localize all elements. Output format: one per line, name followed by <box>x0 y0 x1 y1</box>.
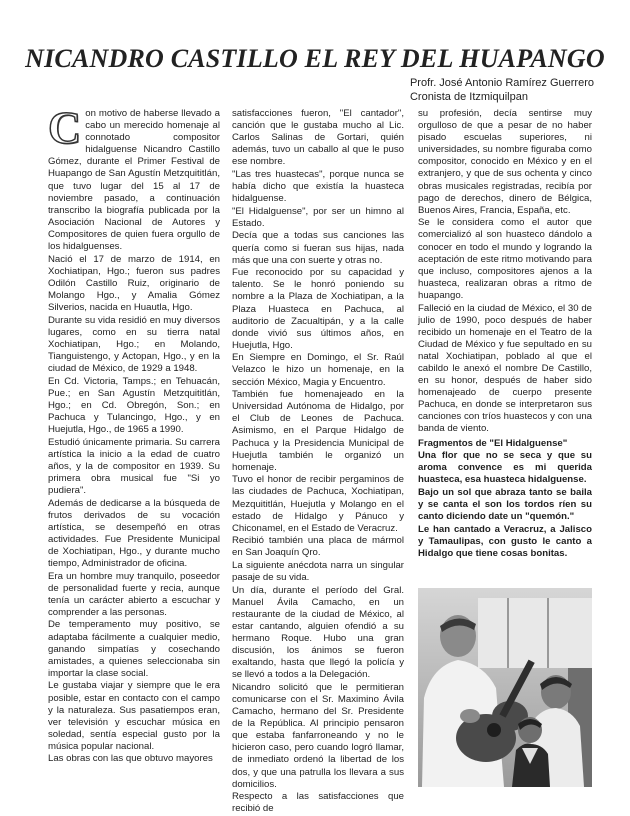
paragraph: "Las tres huastecas", porque nunca se había dicho que existía la huasteca hidalguense. <box>232 168 404 205</box>
paragraph: su profesión, decía sentirse muy orgulloso de que a pesar de no haber pisado escuelas superiores, ni universidades, su nombre figuraba como compositor, conocido en México y en el extranjero, y que de sus ochenta y cinco obras musicales registradas, recibía por pago de derechos, dinero de Bélgica, Buenos Aires, Francia, España, etc. <box>418 108 592 216</box>
paragraph: satisfacciones fueron, "El cantador", canción que le gustaba mucho al Lic. Carlos Salinas de Gortari, quién además, tuvo un caballo al que le puso ese nombre. <box>232 108 404 168</box>
paragraph: Las obras con las que obtuvo mayores <box>48 753 213 765</box>
paragraph: Se le considera como el autor que comercializó al son huasteco dándolo a conocer en todo el mundo y logrando la aceptación de este ritmo motivando para que incluso, compositores ajenos a la huasteca, realizaran obras a ritmo de huapango. <box>418 217 592 301</box>
paragraph: Falleció en la ciudad de México, el 30 de julio de 1990, poco después de haber recibido un homenaje en el Teatro de la Ciudad de México y fue sepultado en su natal Xochiatipan, poblado al que el cabildo le anexó el nombre De Castillo, en su honor, después de haber sido homenajeado de cuerpo presente Pachuca, en donde se interpretaron sus canciones con tríos huastecos y con una banda de viento. <box>418 302 592 435</box>
paragraph: Estudió únicamente primaria. Su carrera artística la inicio a la edad de cuatro años, y la de compositor en 1939. Su primera obra musical fue "Si yo pudiera". <box>48 436 220 496</box>
verse: Una flor que no se seca y que su aroma convence es mi querida huasteca, esa huasteca hidalguense. <box>418 450 592 486</box>
paragraph: Tuvo el honor de recibir pergaminos de las ciudades de Pachuca, Xochiatipan, Mezquititlán, Huejutla y Molango en el estado de Hidalgo y Pánuco y Chiconamel, en el Estado de Veracruz. <box>232 474 404 534</box>
paragraph: Era un hombre muy tranquilo, poseedor de personalidad fuerte y recia, aunque tenía un carácter abierto a escuchar y comprender a las personas. <box>48 570 220 618</box>
paragraph: También fue homenajeado en la Universidad Autónoma de Hidalgo, por el Club de Leones de Pachuca. Asimismo, en el Parque Hidalgo de Pachuca y la Presidencia Municipal de Huejutla también le organizó un homenaje. <box>232 389 404 473</box>
drop-cap: C <box>48 102 82 153</box>
paragraph: En Siempre en Domingo, el Sr. Raúl Velazco le hizo un homenaje, en la sección México, Magia y Encuentro. <box>232 352 404 388</box>
article-title: NICANDRO CASTILLO EL REY DEL HUAPANGO <box>25 44 605 73</box>
paragraph: Además de dedicarse a la búsqueda de frutos derivados de su vocación artística, se desempeñó en otras actividades. Fue Presidente Municipal de Xochiatipan, Hgo., y durante mucho tiempo, Administrador de oficina. <box>48 497 220 569</box>
author-name: Profr. José Antonio Ramírez Guerrero <box>409 77 594 89</box>
paragraph: En Cd. Victoria, Tamps.; en Tehuacán, Pue.; en San Agustín Metzquititlán, Hgo.; en Cd. Obregón, Son.; en Pachuca y Tulancingo, Hgo., y en Huejutla, Hgo., de 1965 a 1990. <box>48 375 220 435</box>
paragraph: Respecto a las satisfacciones que recibió de <box>232 791 404 815</box>
paragraph: Decía que a todas sus canciones las quería como si fueran sus hijas, nada más que una con suerte y otras no. <box>232 230 404 266</box>
window-light <box>478 598 592 668</box>
paragraph: Fue reconocido por su capacidad y talento. Se le honró poniendo su nombre a la Plaza de Xochiatipan, a la Plaza Huasteca en Pachuca, al auditorio de Zacualtipán, y a la calle donde vivió sus últimos años, en Huejutla, Hgo. <box>232 267 404 351</box>
verse: Le han cantado a Veracruz, a Jalisco y Tamaulipas, con gusto le canto a Hidalgo que tiene cosas bonitas. <box>418 523 592 559</box>
byline <box>410 76 594 104</box>
paragraph: Le gustaba viajar y siempre que le era posible, estar en contacto con el campo y la naturaleza. Sus pasatiempos eran, ver televisión y escuchar música en soledad, sentía especial gusto por la música popular nacional. <box>48 680 220 752</box>
column-2 <box>232 108 404 816</box>
paragraph: La siguiente anécdota narra un singular pasaje de su vida. <box>232 559 404 584</box>
paragraph: Nicandro solicitó que le permitieran comunicarse con el Sr. Maximino Ávila Camacho, hermano del Sr. Presidente de la República. Al principio pensaron que estaba fanfarroneando y no le hicieron caso, pero cuando logró llamar, de inmediato ordenó la libertad de los dos, y que una patrulla los llevara a sus domicilios. <box>232 681 404 790</box>
column-3 <box>418 108 592 560</box>
verse: Bajo un sol que abraza tanto se baila y se canta el son los tordos ríen su canto diciendo date un "quemón." <box>418 486 592 523</box>
fragments-heading: Fragmentos de "El Hidalguense" <box>418 437 568 449</box>
author-role: Cronista de Itzmiquilpan <box>409 91 528 103</box>
photo-illustration <box>418 588 592 787</box>
photo-musician-with-guitar <box>418 588 592 787</box>
column-1 <box>48 102 220 766</box>
paragraph: Durante su vida residió en muy diversos lugares, como en su tierra natal Xochiatipan, Hgo.; en Molando, Tianguistengo, y Actopan, Hgo., y en la ciudad de México, de 1929 a 1948. <box>48 314 220 374</box>
paragraph: Un día, durante el período del Gral. Manuel Ávila Camacho, en un restaurante de la ciudad de México, al estar cantando, alguien ofendió a su hermano Roque. Hubo una gran discusión, los ánimos se fueron exaltando, hasta que llegó la policía y se llevó a todos a la Delegación. <box>232 584 404 681</box>
paragraph: Recibió también una placa de mármol en San Joaquín Qro. <box>232 535 404 559</box>
paragraph: De temperamento muy positivo, se adaptaba fácilmente a cualquier medio, ganando simpatías y cosechando amistades, a quienes seleccionaba sin importar la clase social. <box>48 619 220 679</box>
paragraph: "El Hidalguense", por ser un himno al Estado. <box>232 205 404 229</box>
paragraph: Con motivo de haberse llevado a cabo un merecido homenaje al connotado compositor hidalguense Nicandro Castillo Gómez, durante el Primer Festival de Huapango de San Agustín Metzquititlán, que tuvo lugar del 15 al 17 de noviembre pasado, a continuación transcribo la biografía publicada por la Asociación Nacional de Autores y Compositores de quien fuera orgullo de los hidalguenses. <box>48 102 220 253</box>
paragraph: Nació el 17 de marzo de 1914, en Xochiatipan, Hgo.; fueron sus padres Odilón Castillo Ruiz, originario de Molango Hgo., y Amalia Gómez Silverios, nacida en Huautla, Hgo. <box>48 253 220 313</box>
